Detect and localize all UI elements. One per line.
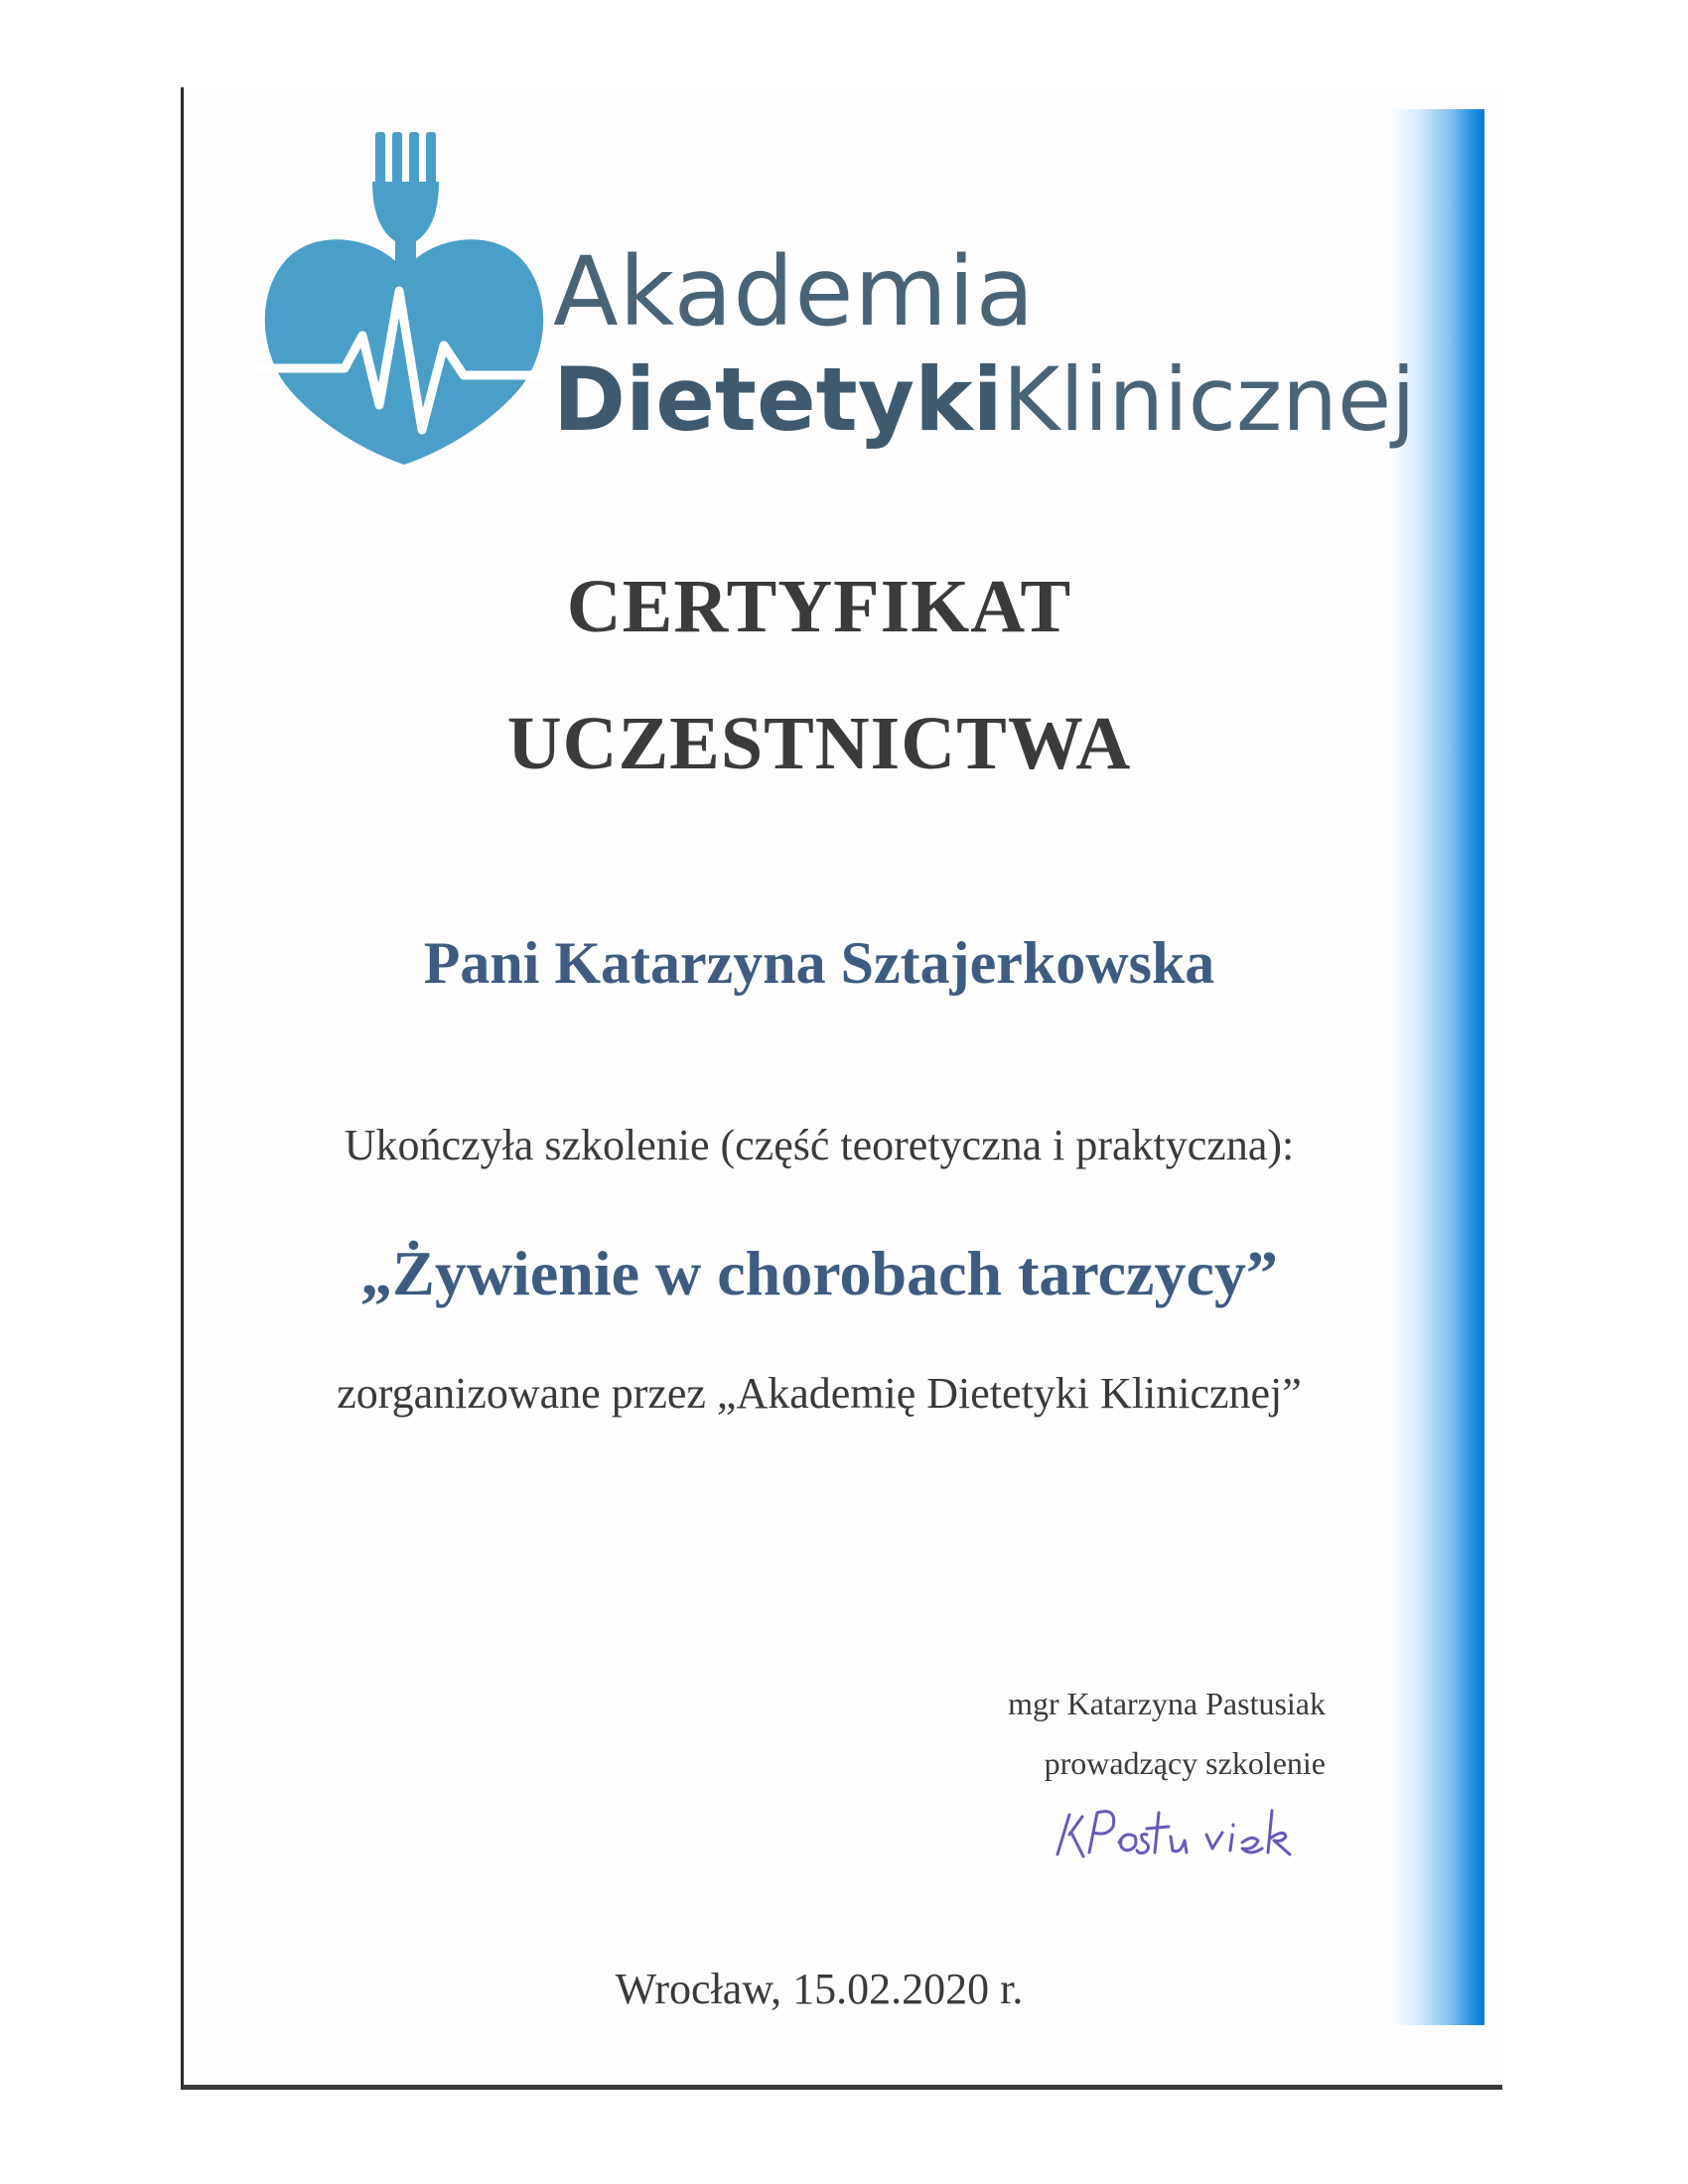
organized-by-text: zorganizowane przez „Akademię Dietetyki Klinicznej” bbox=[337, 1369, 1302, 1418]
place-and-date: Wrocław, 15.02.2020 r. bbox=[615, 1965, 1024, 2013]
academy-logo bbox=[255, 132, 1416, 470]
recipient-name: Pani Katarzyna Sztajerkowska bbox=[423, 930, 1215, 996]
logo-text-klinicznej: Klinicznej bbox=[1002, 348, 1416, 451]
instructor-name: mgr Katarzyna Pastusiak bbox=[1008, 1686, 1326, 1721]
course-title: „Żywienie w chorobach tarczycy” bbox=[360, 1238, 1278, 1308]
completed-text: Ukończyła szkolenie (część teoretyczna i praktyczna): bbox=[344, 1121, 1295, 1169]
logo-text-dietetyki-klinicznej bbox=[553, 348, 1416, 451]
heart-fork-ekg-icon bbox=[255, 132, 553, 470]
instructor-role: prowadzący szkolenie bbox=[1044, 1745, 1326, 1781]
certificate-title-line1: CERTYFIKAT bbox=[566, 565, 1072, 648]
handwritten-signature bbox=[1048, 1785, 1316, 1874]
certificate-title-line2: UCZESTNICTWA bbox=[506, 702, 1132, 785]
logo-text-dietetyki: Dietetyki bbox=[553, 348, 1003, 451]
certificate-sheet bbox=[181, 87, 1502, 2090]
logo-text-akademia: Akademia bbox=[553, 236, 1036, 347]
